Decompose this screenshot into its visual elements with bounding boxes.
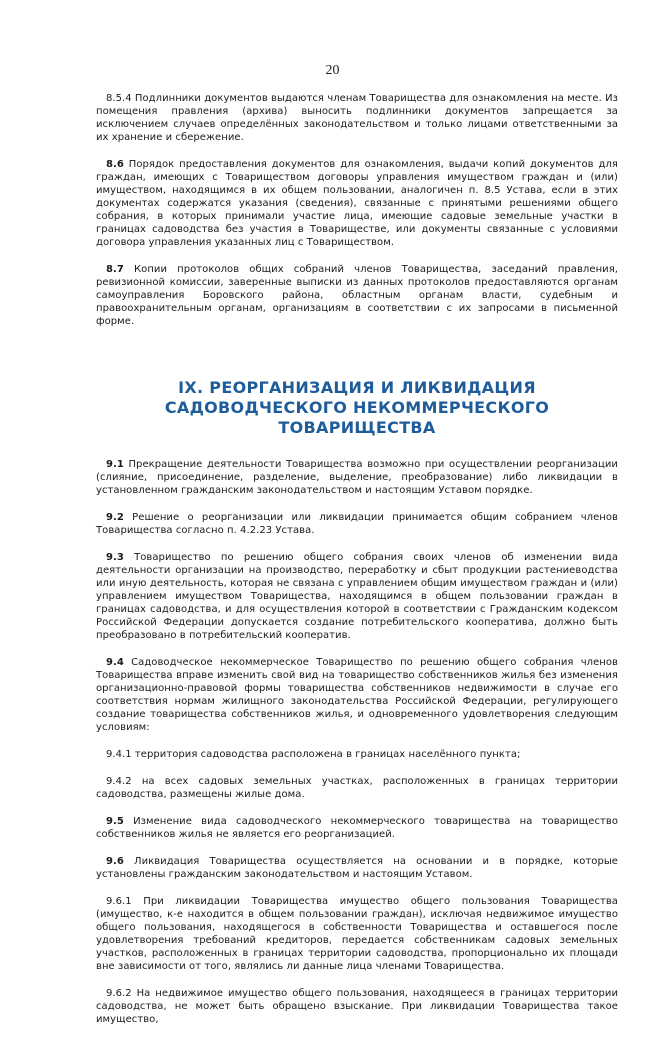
paragraph-text: 8.5.4 Подлинники документов выдаются членам Товарищества для ознакомления на месте. Из помещения правления (архива) выносить подлинники документов запрещается за исключением случаев определённых законодательством и только лицами ответственными за их хранение и сбережение. xyxy=(96,93,618,143)
paragraph-text: 9.4.1 территория садоводства расположена в границах населённого пункта; xyxy=(106,749,521,760)
paragraph-text: Товарищество по решению общего собрания своих членов об изменении вида деятельности организации на производство, переработку и сбыт продукции растениеводства или иную деятельность, которая не связана с управлением общим имуществом граждан и (или) управлением имуществом Товарищества, находящимся в общем пользовании граждан в границах садоводства, и для осуществления которой в соответствии с Гражданским кодексом Российской Федерации допускается создание потребительского кооператива, должно быть преобразовано в потребительский кооператив. xyxy=(96,552,618,641)
paragraph-text: Ликвидация Товарищества осуществляется на основании и в порядке, которые установлены гражданским законодательством и настоящим Уставом. xyxy=(96,856,618,880)
paragraph xyxy=(96,458,618,497)
section-heading-line-1: IX. РЕОРГАНИЗАЦИЯ И ЛИКВИДАЦИЯ xyxy=(178,378,536,397)
paragraph xyxy=(96,656,618,734)
paragraph xyxy=(96,775,618,801)
paragraph-text: Порядок предоставления документов для ознакомления, выдачи копий документов для граждан, имеющих с Товариществом договоры управления имуществом граждан и (или) имуществом, находящимся в их общем пользовании, аналогичен п. 8.5 Устава, если в этих документах содержатся указания (сведения), связанные с принятыми решениями общего собрания, в которых принимали участие лица, имеющие садовые земельные участки в границах садоводства без участия в Товариществе, или документы связанные с условиями договора управления указанных лиц с Товариществом. xyxy=(96,159,618,248)
paragraph xyxy=(96,92,618,144)
paragraph-number: 8.6 xyxy=(106,159,124,170)
paragraph-number: 9.5 xyxy=(106,816,124,827)
paragraph xyxy=(96,158,618,249)
paragraph xyxy=(96,511,618,537)
paragraph xyxy=(96,895,618,973)
paragraph-text: Прекращение деятельности Товарищества возможно при осуществлении реорганизации (слияние, присоединение, разделение, выделение, преобразование) либо ликвидации в установленном гражданским законодательством и настоящим Уставом порядке. xyxy=(96,459,618,496)
paragraph xyxy=(96,987,618,1026)
paragraph xyxy=(96,855,618,881)
page-content xyxy=(96,92,618,1040)
paragraph-number: 9.3 xyxy=(106,552,124,563)
section-heading xyxy=(96,378,618,438)
paragraph xyxy=(96,815,618,841)
paragraph-number: 9.1 xyxy=(106,459,124,470)
paragraph-text: Садоводческое некоммерческое Товарищество по решению общего собрания членов Товарищества вправе изменить свой вид на товарищество собственников жилья без изменения организационно-правовой формы товарищества собственников недвижимости в случае его соответствия нормам жилищного законодательства Российской Федерации, регулирующего создание товарищества собственников жилья, и одновременного удовлетворения следующим условиям: xyxy=(96,657,618,733)
paragraph-text: Копии протоколов общих собраний членов Товарищества, заседаний правления, ревизионной комиссии, заверенные выписки из данных протоколов предоставляются органам самоуправления Боровского района, областным органам власти, судебным и правоохранительным органам, организациям в соответствии с их запросами в письменной форме. xyxy=(96,264,618,327)
paragraph xyxy=(96,263,618,328)
paragraph-number: 9.2 xyxy=(106,512,124,523)
paragraph-number: 9.6 xyxy=(106,856,124,867)
paragraph xyxy=(96,748,618,761)
section-8-paragraphs xyxy=(96,92,618,328)
section-9-paragraphs xyxy=(96,458,618,1026)
page-number: 20 xyxy=(325,63,340,78)
paragraph-text: 9.6.2 На недвижимое имущество общего пользования, находящееся в границах территории садоводства, не может быть обращено взыскание. При ликвидации Товарищества такое имущество, xyxy=(96,988,618,1025)
paragraph-text: Решение о реорганизации или ликвидации принимается общим собранием членов Товарищества согласно п. 4.2.23 Устава. xyxy=(96,512,618,536)
paragraph-text: 9.4.2 на всех садовых земельных участках, расположенных в границах территории садоводства, размещены жилые дома. xyxy=(96,776,618,800)
paragraph-number: 8.7 xyxy=(106,264,124,275)
paragraph-text: 9.6.1 При ликвидации Товарищества имущество общего пользования Товарищества (имущество, к-е находится в общем пользовании граждан), исключая недвижимое имущество общего пользования, находящегося в собственности Товарищества и оставшегося после удовлетворения требований кредиторов, передается собственникам садовых земельных участков, расположенных в границах территории садоводства, пропорционально их площади вне зависимости от того, являлись ли данные лица членами Товарищества. xyxy=(96,896,618,972)
paragraph-number: 9.4 xyxy=(106,657,124,668)
paragraph xyxy=(96,551,618,642)
section-heading-line-2: САДОВОДЧЕСКОГО НЕКОММЕРЧЕСКОГО ТОВАРИЩЕСТВА xyxy=(164,398,550,437)
paragraph-text: Изменение вида садоводческого некоммерческого товарищества на товарищество собственников жилья не является его реорганизацией. xyxy=(96,816,618,840)
